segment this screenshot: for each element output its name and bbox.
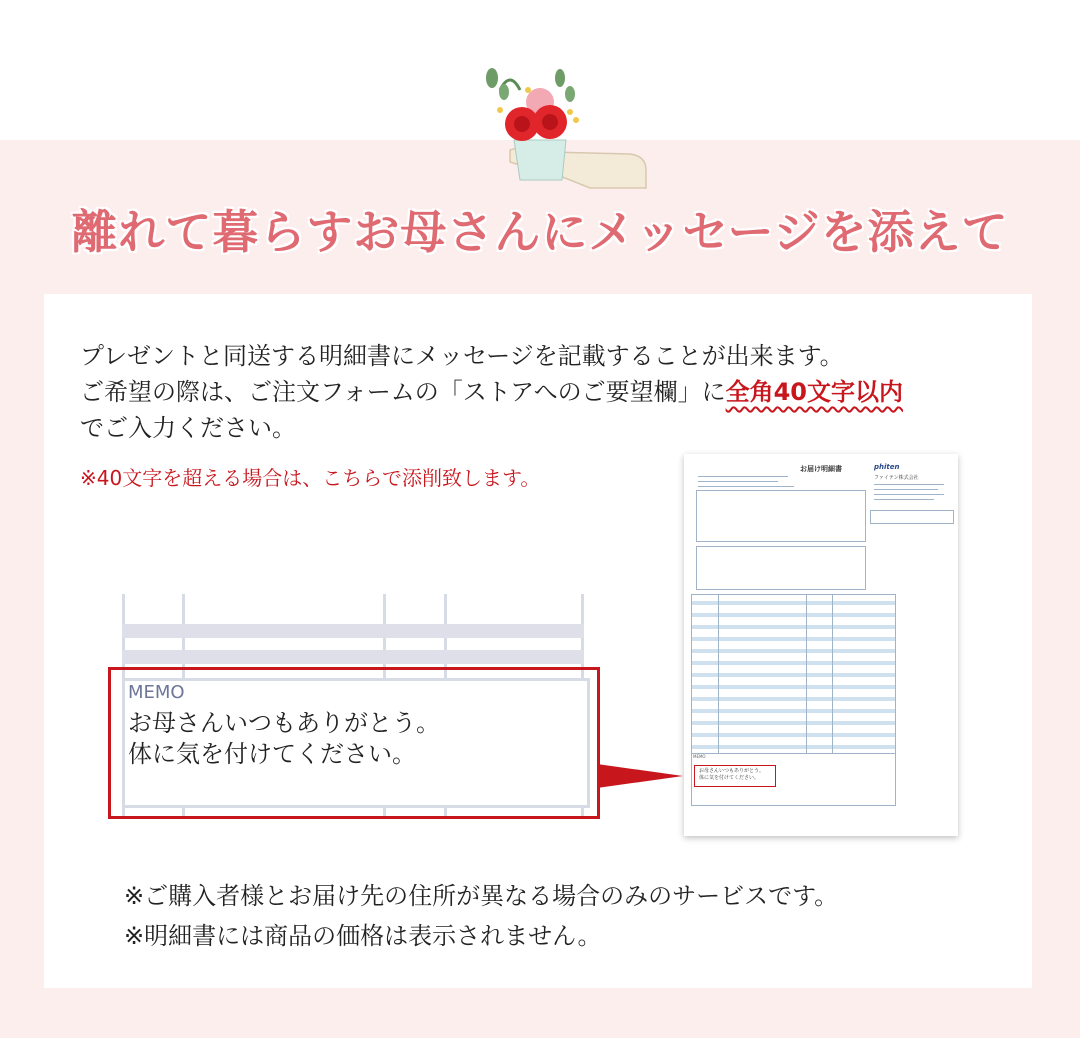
doc-text-line [698,481,778,482]
doc-stripe [692,613,895,617]
footnote-1: ※ご購入者様とお届け先の住所が異なる場合のみのサービスです。 [124,882,839,910]
memo-label: MEMO [128,682,185,703]
doc-text-line [698,476,788,477]
doc-info-box [870,510,954,524]
footnotes [124,876,838,956]
doc-stripe [692,709,895,713]
doc-stripe [692,721,895,725]
doc-text-line [874,489,938,490]
doc-stripe [692,649,895,653]
doc-orderer-box [696,546,866,590]
pointer-arrow-icon [597,760,687,790]
memo-message [128,708,440,770]
doc-address-box [696,490,866,542]
character-limit-highlight: 全角40文字以内 [725,378,904,406]
doc-stripe [692,637,895,641]
doc-column-line [832,595,833,753]
intro-line-2 [80,374,1020,410]
memo-zoom-illustration [108,578,598,818]
doc-table-divider [692,753,895,754]
grid-stripe [122,624,584,638]
doc-memo-line-2: 体に気を付けてください。 [699,775,760,781]
intro-line-1: プレゼントと同送する明細書にメッセージを記載することが出来ます。 [80,342,844,370]
grid-stripe [122,650,584,664]
intro-line-2-text: ご希望の際は、ご注文フォームの「ストアへのご要望欄」に [80,378,726,406]
doc-stripe [692,673,895,677]
doc-stripe [692,685,895,689]
doc-text-line [874,494,944,495]
doc-stripe [692,697,895,701]
doc-stripe [692,745,895,749]
flower-bouquet-illustration [470,60,660,192]
doc-text-line [874,484,944,485]
doc-brand-logo: phiten [874,463,900,471]
doc-memo-text [699,768,764,782]
memo-line-2: 体に気を付けてください。 [128,740,416,768]
footnote-2: ※明細書には商品の価格は表示されません。 [124,922,602,950]
doc-memo-label: MEMO [693,754,706,759]
doc-stripe [692,661,895,665]
intro-text [80,338,1020,446]
doc-column-line [718,595,719,753]
page-headline: 離れて暮らすお母さんにメッセージを添えて [71,205,1009,259]
doc-company: ファイテン株式会社 [874,475,919,481]
doc-stripe [692,733,895,737]
intro-line-3: でご入力ください。 [80,414,296,442]
doc-title: お届け明細書 [800,465,842,473]
doc-column-line [806,595,807,753]
memo-line-1: お母さんいつもありがとう。 [128,709,440,737]
doc-stripe [692,625,895,629]
doc-stripe [692,601,895,605]
doc-text-line [874,499,934,500]
over-limit-note: ※40文字を超える場合は、こちらで添削致します。 [80,466,541,490]
doc-text-line [698,486,794,487]
doc-memo-line-1: お母さんいつもありがとう。 [699,768,765,774]
invoice-document-thumbnail [684,454,958,836]
